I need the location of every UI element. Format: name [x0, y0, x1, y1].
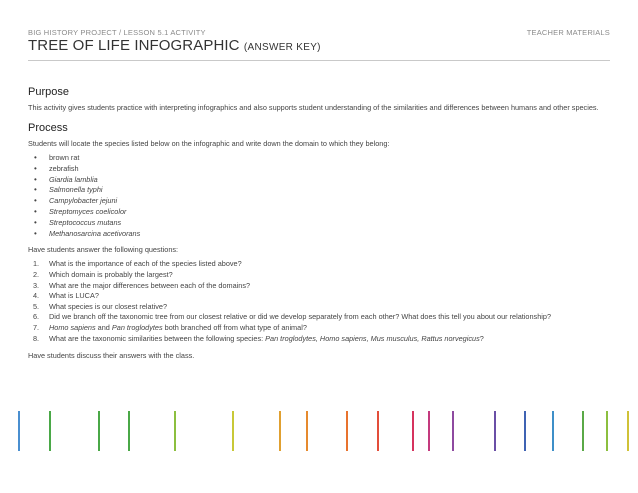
color-bar — [306, 411, 308, 451]
color-bar — [524, 411, 526, 451]
list-item — [28, 175, 610, 186]
species-name: zebrafish — [49, 163, 79, 173]
process-section — [28, 122, 610, 361]
list-item — [28, 229, 610, 240]
list-item — [28, 270, 610, 281]
process-intro: Students will locate the species listed below on the infographic and write down the domain to which they belong: — [28, 139, 390, 148]
species-list-inline: Pan troglodytes, Homo sapiens, Mus musculus, Rattus norvegicus — [265, 333, 480, 343]
species-name: Salmonella typhi — [49, 185, 103, 195]
purpose-text: This activity gives students practice with interpreting infographics and also supports student understanding of the similarities and differences between humans and other species. — [28, 103, 599, 112]
color-bar — [582, 411, 584, 451]
question-number: 8. — [33, 333, 40, 343]
list-item — [28, 291, 610, 302]
species-name: Streptococcus mutans — [49, 217, 122, 227]
color-bar — [428, 411, 430, 451]
questions-intro: Have students answer the following questions: — [28, 245, 179, 255]
color-bar — [627, 411, 629, 451]
species-name: brown rat — [49, 153, 80, 162]
list-item — [28, 207, 610, 218]
color-bar — [49, 411, 51, 451]
color-bar — [552, 411, 554, 451]
question-text: ? — [479, 333, 484, 343]
question-number: 1. — [33, 259, 40, 269]
list-item — [28, 323, 610, 334]
purpose-heading: Purpose — [28, 86, 69, 98]
color-bar — [494, 411, 496, 451]
species-name: Homo sapiens — [49, 322, 96, 332]
teacher-materials-label: TEACHER MATERIALS — [526, 28, 610, 37]
question-text: What is the importance of each of the species listed above? — [49, 259, 242, 269]
list-item — [28, 218, 610, 229]
question-text: What are the taxonomic similarities between the following species: — [49, 333, 266, 343]
question-text: both branched off from what type of animal? — [162, 322, 307, 332]
list-item — [28, 164, 610, 175]
species-name: Streptomyces coelicolor — [49, 206, 127, 216]
color-bar — [279, 411, 281, 451]
question-number: 7. — [33, 322, 40, 332]
list-item — [28, 302, 610, 313]
color-bar — [232, 411, 234, 451]
purpose-section — [28, 86, 610, 113]
question-number: 6. — [33, 312, 40, 322]
list-item — [28, 259, 610, 270]
species-name: Pan troglodytes — [111, 322, 163, 332]
color-bar — [98, 411, 100, 451]
list-item — [28, 185, 610, 196]
list-item — [28, 334, 610, 345]
list-item — [28, 196, 610, 207]
question-number: 5. — [33, 301, 40, 311]
header-divider — [28, 60, 610, 61]
question-text: What are the major differences between each of the domains? — [49, 280, 251, 290]
question-number: 2. — [33, 269, 40, 279]
question-number: 3. — [33, 280, 40, 290]
question-text: Which domain is probably the largest? — [49, 269, 173, 279]
page-title-suffix: (ANSWER KEY) — [243, 42, 321, 53]
color-bar — [412, 411, 414, 451]
page-title-main: TREE OF LIFE INFOGRAPHIC — [28, 37, 240, 54]
color-bar — [18, 411, 20, 451]
closing-text: Have students discuss their answers with the class. — [28, 351, 195, 361]
decorative-color-bars — [0, 411, 638, 451]
species-list — [28, 153, 610, 239]
question-text: What is LUCA? — [49, 291, 99, 301]
question-text: What species is our closest relative? — [49, 301, 168, 311]
list-item — [28, 312, 610, 323]
species-name: Giardia lamblia — [49, 174, 98, 184]
list-item — [28, 153, 610, 164]
color-bar — [174, 411, 176, 451]
species-name: Methanosarcina acetivorans — [49, 228, 141, 238]
color-bar — [606, 411, 608, 451]
species-name: Campylobacter jejuni — [49, 196, 118, 206]
questions-list — [28, 259, 610, 344]
list-item — [28, 281, 610, 292]
color-bar — [128, 411, 130, 451]
question-text: Did we branch off the taxonomic tree from our closest relative or did we develop separately from each other? What does this tell you about our relationship? — [49, 312, 551, 322]
question-number: 4. — [33, 291, 40, 301]
process-heading: Process — [28, 122, 68, 134]
question-text: and — [95, 322, 112, 332]
page-title — [28, 37, 321, 54]
color-bar — [377, 411, 379, 451]
color-bar — [346, 411, 348, 451]
breadcrumb: BIG HISTORY PROJECT / LESSON 5.1 ACTIVITY — [28, 28, 206, 37]
document-body — [28, 86, 610, 361]
color-bar — [452, 411, 454, 451]
